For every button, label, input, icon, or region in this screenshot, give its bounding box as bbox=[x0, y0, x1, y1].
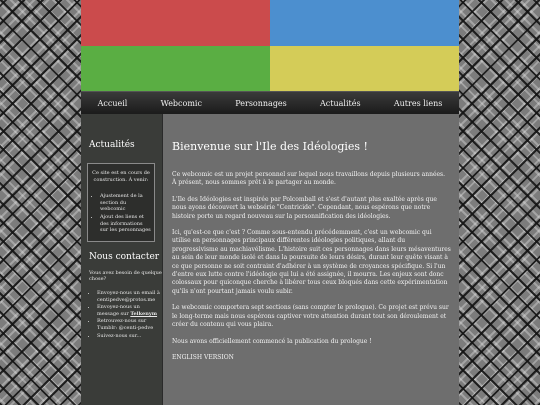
page bbox=[81, 0, 459, 405]
contact-intro: Vous avez besoin de quelque chose? bbox=[89, 269, 162, 283]
nav-actualites[interactable]: Actualités bbox=[320, 98, 361, 108]
banner-green-block bbox=[81, 46, 270, 91]
story-paragraph: Ici, qu'est-ce que c'est ? Comme sous-entendu précédemment, c'est un webcomic qui utilise en personnages principaux différentes idéologies politiques, allant du progressivisme au machiavélisme. L'histoire suit ces personnages dans leurs mésaventures au sein de leur monde isolé et dans la poursuite de leurs désirs, durant leur quête visant à ce que personne ne soit contraint d'adhérer à un système de croyances spécifique. Si l'un d'entre eux lutte contre l'idéologie qui lui a été assignée, il mourra. Les enjeux sont donc colossaux pour quiconque cherche à libérer tous ceux bloqués dans cette expérimentation qu'ils n'ont pourtant jamais voulu subir. bbox=[172, 229, 451, 295]
intro-paragraph: Ce webcomic est un projet personnel sur lequel nous travaillons depuis plusieurs années. À présent, nous sommes prêt à le partager au monde. bbox=[172, 171, 446, 187]
news-item: • Ajustement de la section du webcomic bbox=[100, 193, 151, 213]
news-title: Actualités bbox=[89, 140, 135, 150]
contact-follow: • Suivez-nous sur... bbox=[97, 333, 162, 340]
nav-accueil[interactable]: Accueil bbox=[97, 98, 128, 108]
contact-message-text: Envoyez-nous un message sur bbox=[97, 304, 140, 317]
news-item: • Ajout des liens et des informations sur les personnages bbox=[100, 214, 151, 234]
news-intro: Ce site est en cours de construction. À venir: bbox=[92, 170, 150, 183]
banner-blue-block bbox=[270, 0, 459, 46]
english-version-link[interactable]: ENGLISH VERSION bbox=[172, 353, 234, 361]
sidebar bbox=[81, 114, 162, 405]
sections-paragraph: Le webcomic comportera sept sections (sans compter le prologue). Ce projet est prévu sur le long-terme mais nous espérons captiver votre attention durant tout son déroulement et créer du contenu qui vous plaira. bbox=[172, 304, 449, 329]
news-list bbox=[91, 193, 151, 234]
nav-autres-liens[interactable]: Autres liens bbox=[393, 98, 443, 108]
contact-email: • Envoyez-nous un email à centipedve@protos.me bbox=[97, 290, 162, 303]
contact-message bbox=[97, 304, 162, 317]
color-banner bbox=[81, 0, 459, 91]
announcement-paragraph: Nous avons officiellement commencé la publication du prologue ! bbox=[172, 337, 372, 345]
news-box bbox=[87, 163, 155, 242]
contact-message-link[interactable]: Telkenym bbox=[130, 310, 158, 317]
banner-red-block bbox=[81, 0, 270, 46]
inspiration-paragraph: L'Ile des Idéologies est inspirée par Polcomball et s'est d'autant plus exaltée après que nous ayons découvert la websérie "Centricide". Cependant, nous espérons que notre histoire porte un regard nouveau sur la personnification des idéologies. bbox=[172, 195, 437, 220]
nav-webcomic[interactable]: Webcomic bbox=[160, 98, 202, 108]
page-title: Bienvenue sur l'Ile des Idéologies ! bbox=[172, 140, 368, 153]
contact-tumblr: • Retrouvez-nous sur Tumblr: @centi-pedve bbox=[97, 318, 162, 331]
main-nav bbox=[81, 91, 459, 115]
nav-personnages[interactable]: Personnages bbox=[235, 98, 287, 108]
contact-title: Nous contacter bbox=[89, 251, 160, 262]
banner-yellow-block bbox=[270, 46, 459, 91]
contact-list bbox=[81, 290, 162, 339]
main-content bbox=[162, 114, 459, 405]
